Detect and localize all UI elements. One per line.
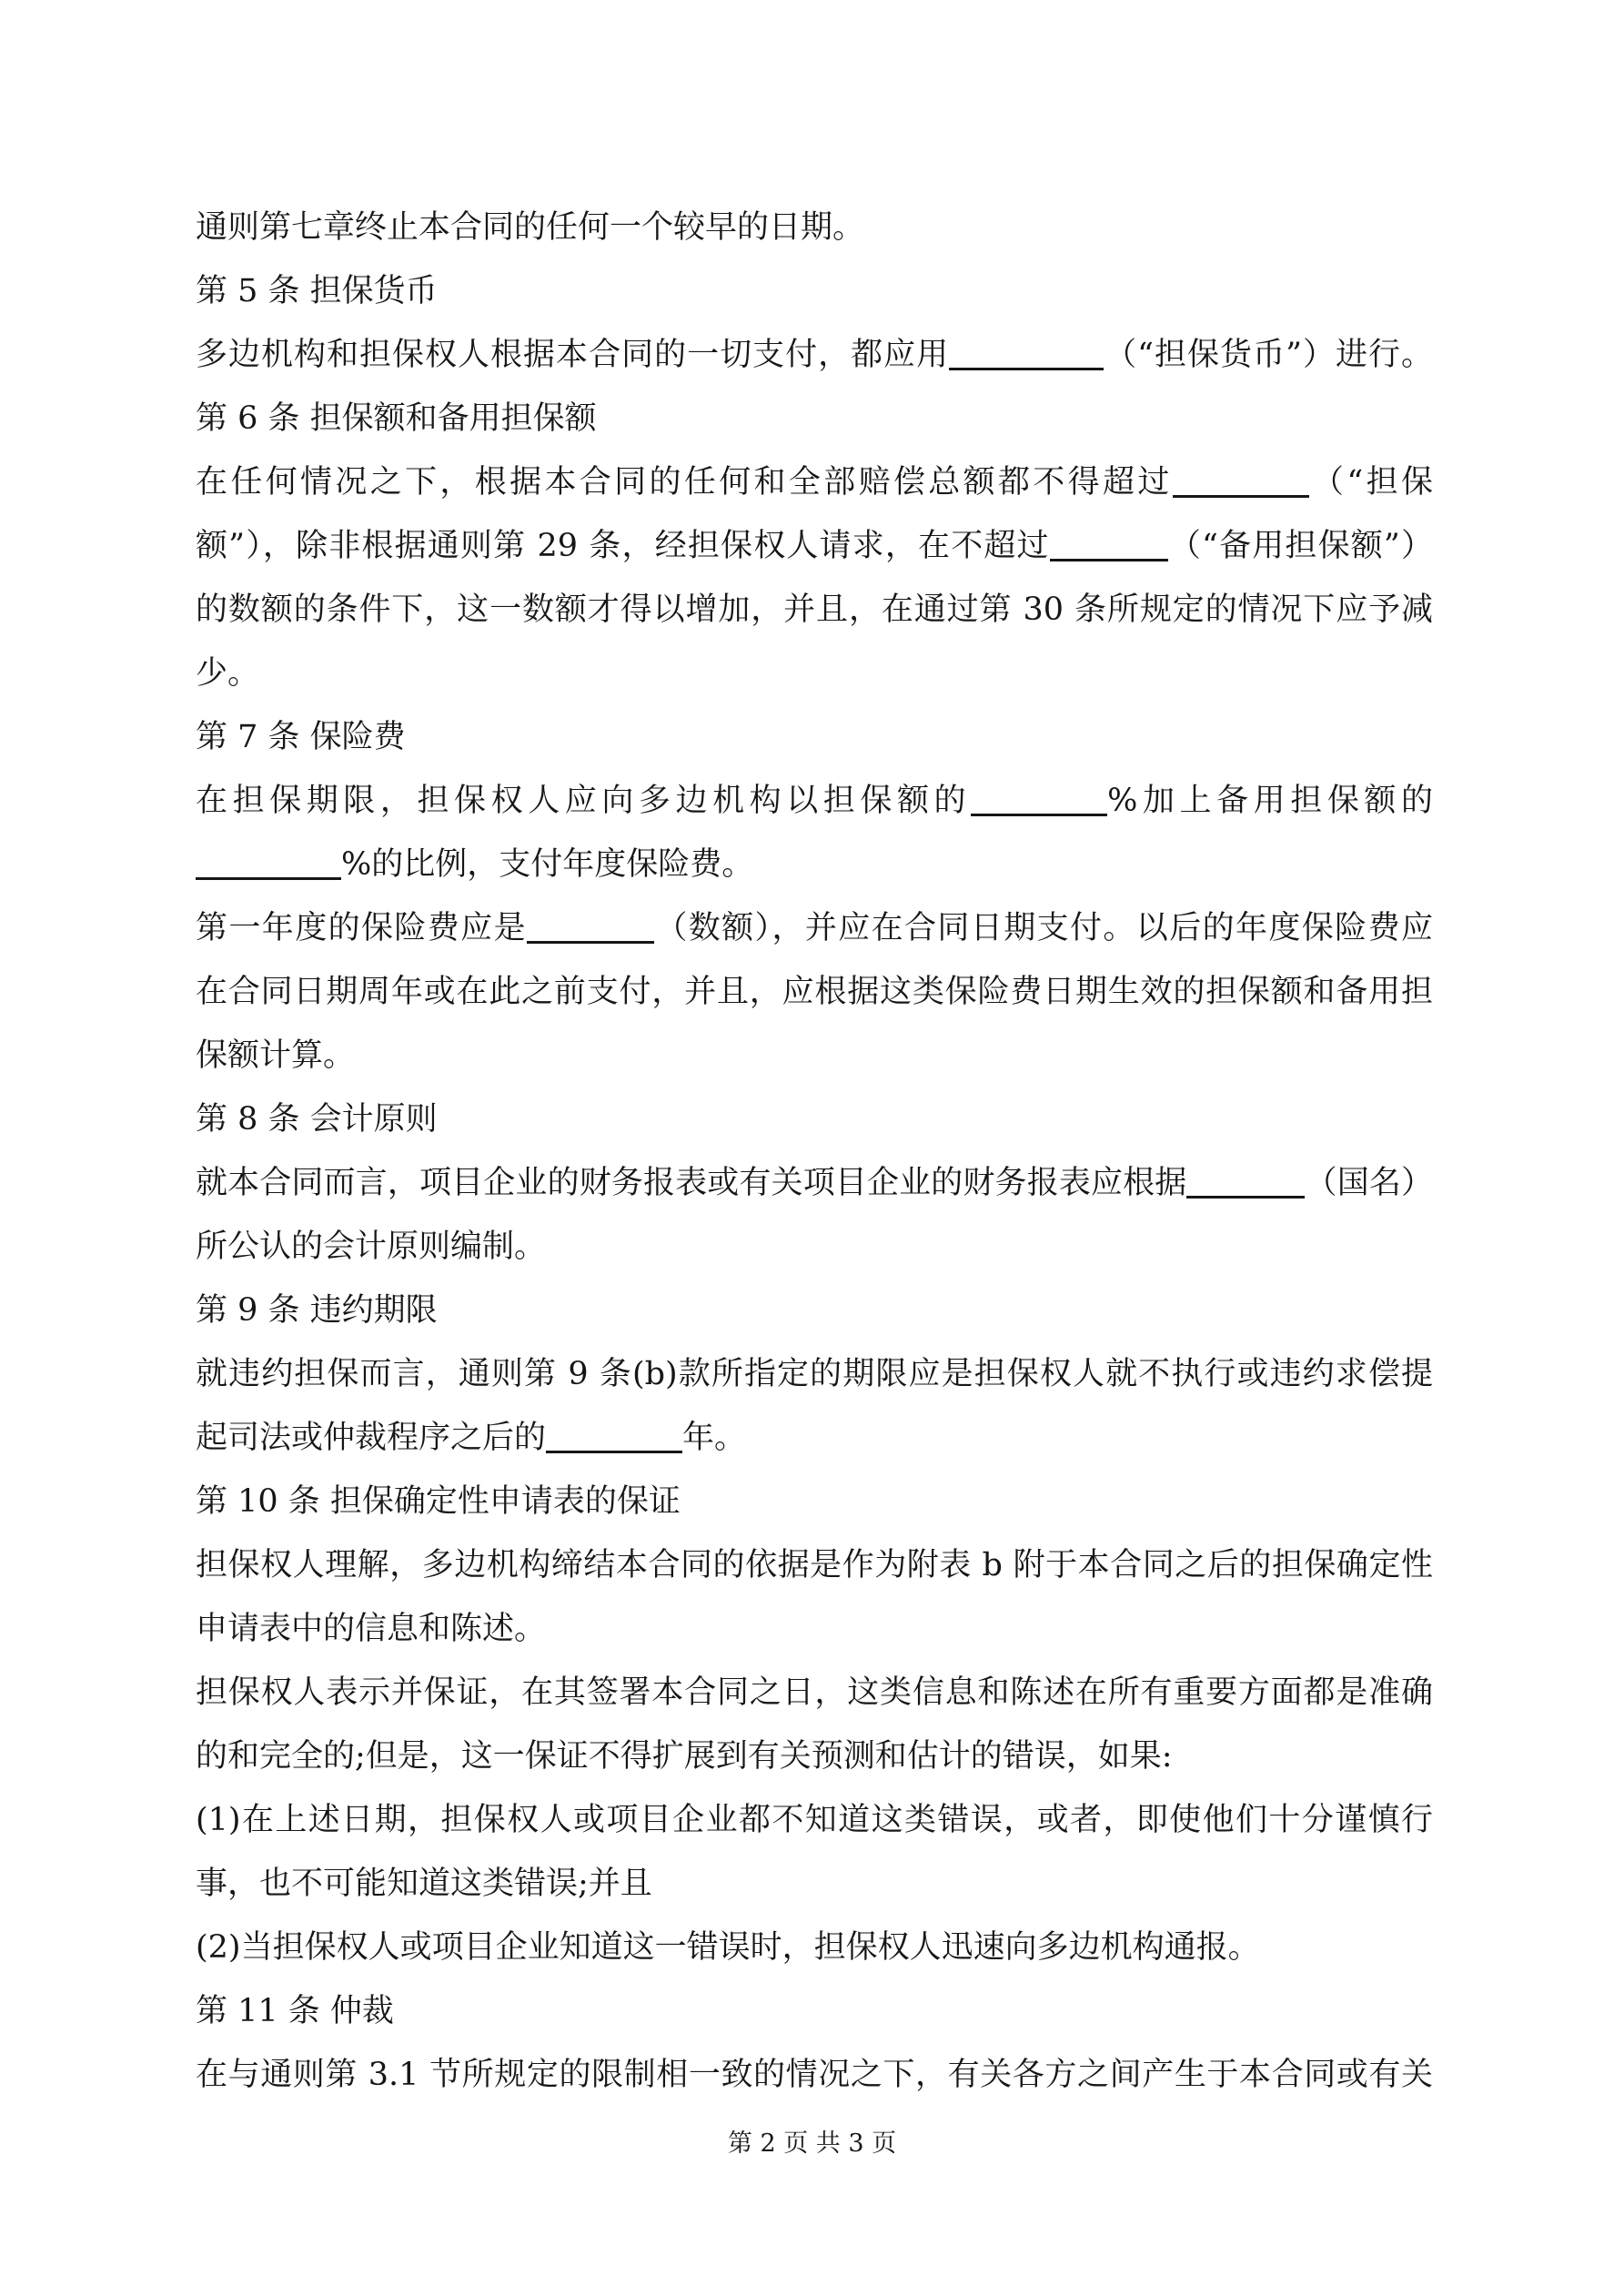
text-run: 在担保期限，担保权人应向多边机构以担保额的 (196, 783, 972, 819)
paragraph-line (196, 1024, 1433, 1087)
text-run: 在合同日期周年或在此之前支付，并且，应根据这类保险费日期生效的担保额和备用担 (196, 974, 1433, 1010)
text-run: （数额），并应在合同日期支付。以后的年度保险费应 (653, 910, 1433, 946)
fill-in-blank-underline (196, 872, 341, 880)
paragraph-line (196, 1852, 1433, 1916)
text-run: 所公认的会计原则编制。 (196, 1229, 547, 1265)
paragraph-line (196, 1661, 1433, 1725)
text-run: 在与通则第 3.1 节所规定的限制相一致的情况之下，有关各方之间产生于本合同或有关 (196, 2057, 1433, 2093)
text-run: 第 6 条 担保额和备用担保额 (196, 400, 597, 437)
text-run: （“备用担保额”） (1167, 528, 1433, 564)
paragraph-line (196, 642, 1433, 705)
paragraph-line (196, 323, 1433, 387)
paragraph-line (196, 1342, 1433, 1406)
text-run: 额”），除非根据通则第 29 条，经担保权人请求，在不超过 (196, 528, 1050, 564)
text-run: 的和完全的;但是，这一保证不得扩展到有关预测和估计的错误，如果: (196, 1738, 1173, 1775)
text-run: 事，也不可能知道这类错误;并且 (196, 1866, 652, 1902)
text-run: 保额计算。 (196, 1037, 356, 1074)
text-run: （国名） (1305, 1165, 1433, 1201)
article-heading (196, 387, 1433, 450)
fill-in-blank-underline (546, 1445, 682, 1453)
fill-in-blank-underline (949, 362, 1104, 370)
text-run: (2)当担保权人或项目企业知道这一错误时，担保权人迅速向多边机构通报。 (196, 1929, 1260, 1966)
article-heading (196, 1470, 1433, 1533)
paragraph-line (196, 2043, 1433, 2107)
article-heading (196, 1087, 1433, 1151)
fill-in-blank-underline (1186, 1190, 1305, 1199)
text-run: (1)在上述日期，担保权人或项目企业都不知道这类错误，或者，即使他们十分谨慎行 (196, 1802, 1433, 1838)
fill-in-blank-underline (1050, 553, 1168, 561)
text-run: （“担保货币”）进行。 (1104, 337, 1433, 373)
text-run: 少。 (196, 655, 260, 692)
article-heading (196, 259, 1433, 323)
paragraph-line (196, 960, 1433, 1024)
paragraph-line (196, 1215, 1433, 1279)
text-run: 的数额的条件下，这一数额才得以增加，并且，在通过第 30 条所规定的情况下应予减 (196, 592, 1433, 628)
contract-body (196, 196, 1433, 2107)
paragraph-line (196, 1533, 1433, 1597)
paragraph-line (196, 769, 1433, 833)
paragraph-line (196, 196, 1433, 259)
article-heading (196, 1979, 1433, 2043)
text-run: %的比例，支付年度保险费。 (341, 846, 754, 883)
paragraph-line (196, 514, 1433, 578)
text-run: 第 10 条 担保确定性申请表的保证 (196, 1483, 681, 1520)
text-run: 多边机构和担保权人根据本合同的一切支付，都应用 (196, 337, 950, 373)
text-run: （“担保 (1308, 464, 1433, 501)
text-run: 第 9 条 违约期限 (196, 1292, 438, 1329)
text-run: 担保权人理解，多边机构缔结本合同的依据是作为附表 b 附于本合同之后的担保确定性 (196, 1547, 1433, 1583)
text-run: 第 5 条 担保货币 (196, 273, 438, 309)
text-run: 在任何情况之下，根据本合同的任何和全部赔偿总额都不得超过 (196, 464, 1173, 501)
text-run: 年。 (682, 1420, 747, 1456)
text-run: 就违约担保而言，通则第 9 条(b)款所指定的期限应是担保权人就不执行或违约求偿提 (196, 1356, 1433, 1392)
text-run: %加上备用担保额的 (1107, 783, 1433, 819)
paragraph-line (196, 896, 1433, 960)
article-heading (196, 1279, 1433, 1342)
fill-in-blank-underline (527, 936, 654, 944)
fill-in-blank-underline (1173, 490, 1309, 498)
text-run: 通则第七章终止本合同的任何一个较早的日期。 (196, 209, 865, 246)
text-run: 申请表中的信息和陈述。 (196, 1611, 547, 1647)
paragraph-line (196, 1788, 1433, 1852)
text-run: 起司法或仲裁程序之后的 (196, 1420, 547, 1456)
paragraph-line (196, 1597, 1433, 1661)
page-footer (0, 2117, 1624, 2171)
page-number-text: 第 2 页 共 3 页 (727, 2129, 897, 2158)
paragraph-line (196, 450, 1433, 514)
paragraph-line (196, 1151, 1433, 1215)
paragraph-line (196, 578, 1433, 642)
text-run: 担保权人表示并保证，在其签署本合同之日，这类信息和陈述在所有重要方面都是准确 (196, 1674, 1433, 1711)
text-run: 第 8 条 会计原则 (196, 1101, 438, 1138)
text-run: 第 11 条 仲裁 (196, 1993, 394, 2029)
text-run: 就本合同而言，项目企业的财务报表或有关项目企业的财务报表应根据 (196, 1165, 1187, 1201)
paragraph-line (196, 1406, 1433, 1470)
paragraph-line (196, 1916, 1433, 1979)
fill-in-blank-underline (971, 808, 1107, 816)
text-run: 第一年度的保险费应是 (196, 910, 527, 946)
paragraph-line (196, 833, 1433, 896)
paragraph-line (196, 1725, 1433, 1788)
text-run: 第 7 条 保险费 (196, 719, 406, 755)
article-heading (196, 705, 1433, 769)
